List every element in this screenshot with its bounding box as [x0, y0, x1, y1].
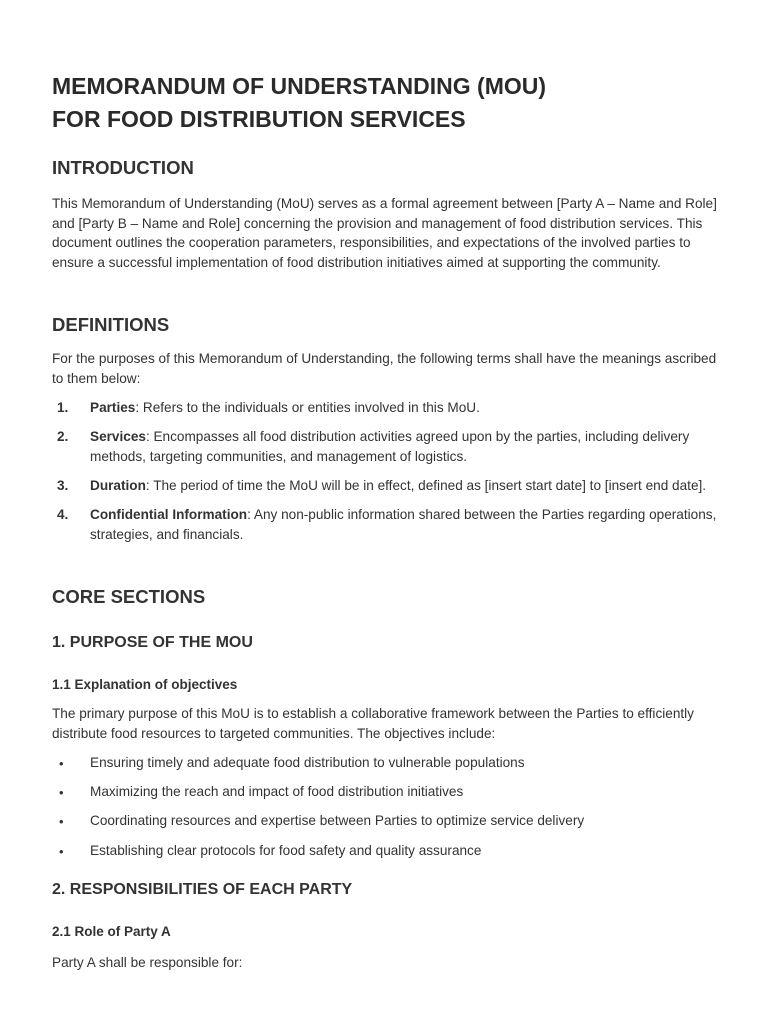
bullet-icon: • — [59, 814, 64, 830]
definition-term: Duration — [90, 477, 146, 493]
title-line-1: MEMORANDUM OF UNDERSTANDING (MOU) — [52, 73, 547, 99]
introduction-heading: INTRODUCTION — [52, 157, 194, 178]
definitions-heading: DEFINITIONS — [52, 314, 170, 335]
definition-text: : Any non-public information shared between the Parties regarding operations, strategies, and financials. — [90, 507, 717, 542]
purpose-heading: 1. PURPOSE OF THE MOU — [52, 634, 253, 651]
purpose-body: The primary purpose of this MoU is to establish a collaborative framework between the Parties to efficiently distribute food resources to targeted communities. The objectives include: — [52, 706, 694, 741]
definition-item — [52, 398, 722, 418]
definition-term: Parties — [90, 400, 136, 415]
definition-item — [52, 476, 722, 496]
objectives-subheading: 1.1 Explanation of objectives — [52, 677, 238, 692]
title-line-2: FOR FOOD DISTRIBUTION SERVICES — [52, 106, 466, 132]
objective-item — [52, 753, 722, 773]
objective-item — [52, 811, 722, 831]
core-sections-heading: CORE SECTIONS — [52, 586, 206, 607]
definition-text: : Encompasses all food distribution activities agreed upon by the parties, including delivery methods, targeting communities, and management of logistics. — [90, 429, 690, 464]
definition-item — [52, 427, 722, 466]
definition-text: : Refers to the individuals or entities involved in this MoU. — [135, 400, 480, 415]
party-a-role-subheading: 2.1 Role of Party A — [52, 924, 171, 939]
definition-number: 1. — [57, 400, 69, 415]
definition-item — [52, 505, 722, 544]
definitions-intro: For the purposes of this Memorandum of Understanding, the following terms shall have the meanings ascribed to them below: — [52, 351, 717, 386]
party-a-body: Party A shall be responsible for: — [52, 955, 243, 970]
objective-text: Coordinating resources and expertise between Parties to optimize service delivery — [90, 813, 585, 829]
objective-item — [52, 782, 722, 802]
definition-term: Services — [90, 429, 146, 445]
definition-number: 3. — [57, 477, 69, 493]
objective-text: Maximizing the reach and impact of food distribution initiatives — [90, 784, 464, 800]
definition-term: Confidential Information — [90, 507, 248, 523]
bullet-icon: • — [59, 756, 64, 771]
document-title — [52, 70, 546, 136]
definition-number: 4. — [57, 507, 69, 523]
responsibilities-heading: 2. RESPONSIBILITIES OF EACH PARTY — [52, 881, 353, 898]
bullet-icon: • — [59, 843, 64, 859]
objective-item — [52, 841, 722, 861]
definition-text: : The period of time the MoU will be in effect, defined as [insert start date] to [insert end date]. — [145, 477, 707, 493]
definition-number: 2. — [57, 429, 69, 445]
objectives-list — [52, 753, 722, 870]
objective-text: Establishing clear protocols for food safety and quality assurance — [90, 842, 482, 858]
objective-text: Ensuring timely and adequate food distribution to vulnerable populations — [90, 755, 525, 770]
introduction-body: This Memorandum of Understanding (MoU) serves as a formal agreement between [Party A – Name and Role] and [Party B – Name and Role] concerning the provision and management of food distribution services. This document outlines the cooperation parameters, responsibilities, and expectations of the involved parties to ensure a successful implementation of food distribution initiatives aimed at supporting the community. — [52, 196, 717, 270]
bullet-icon: • — [59, 785, 64, 801]
definitions-list — [52, 398, 722, 554]
